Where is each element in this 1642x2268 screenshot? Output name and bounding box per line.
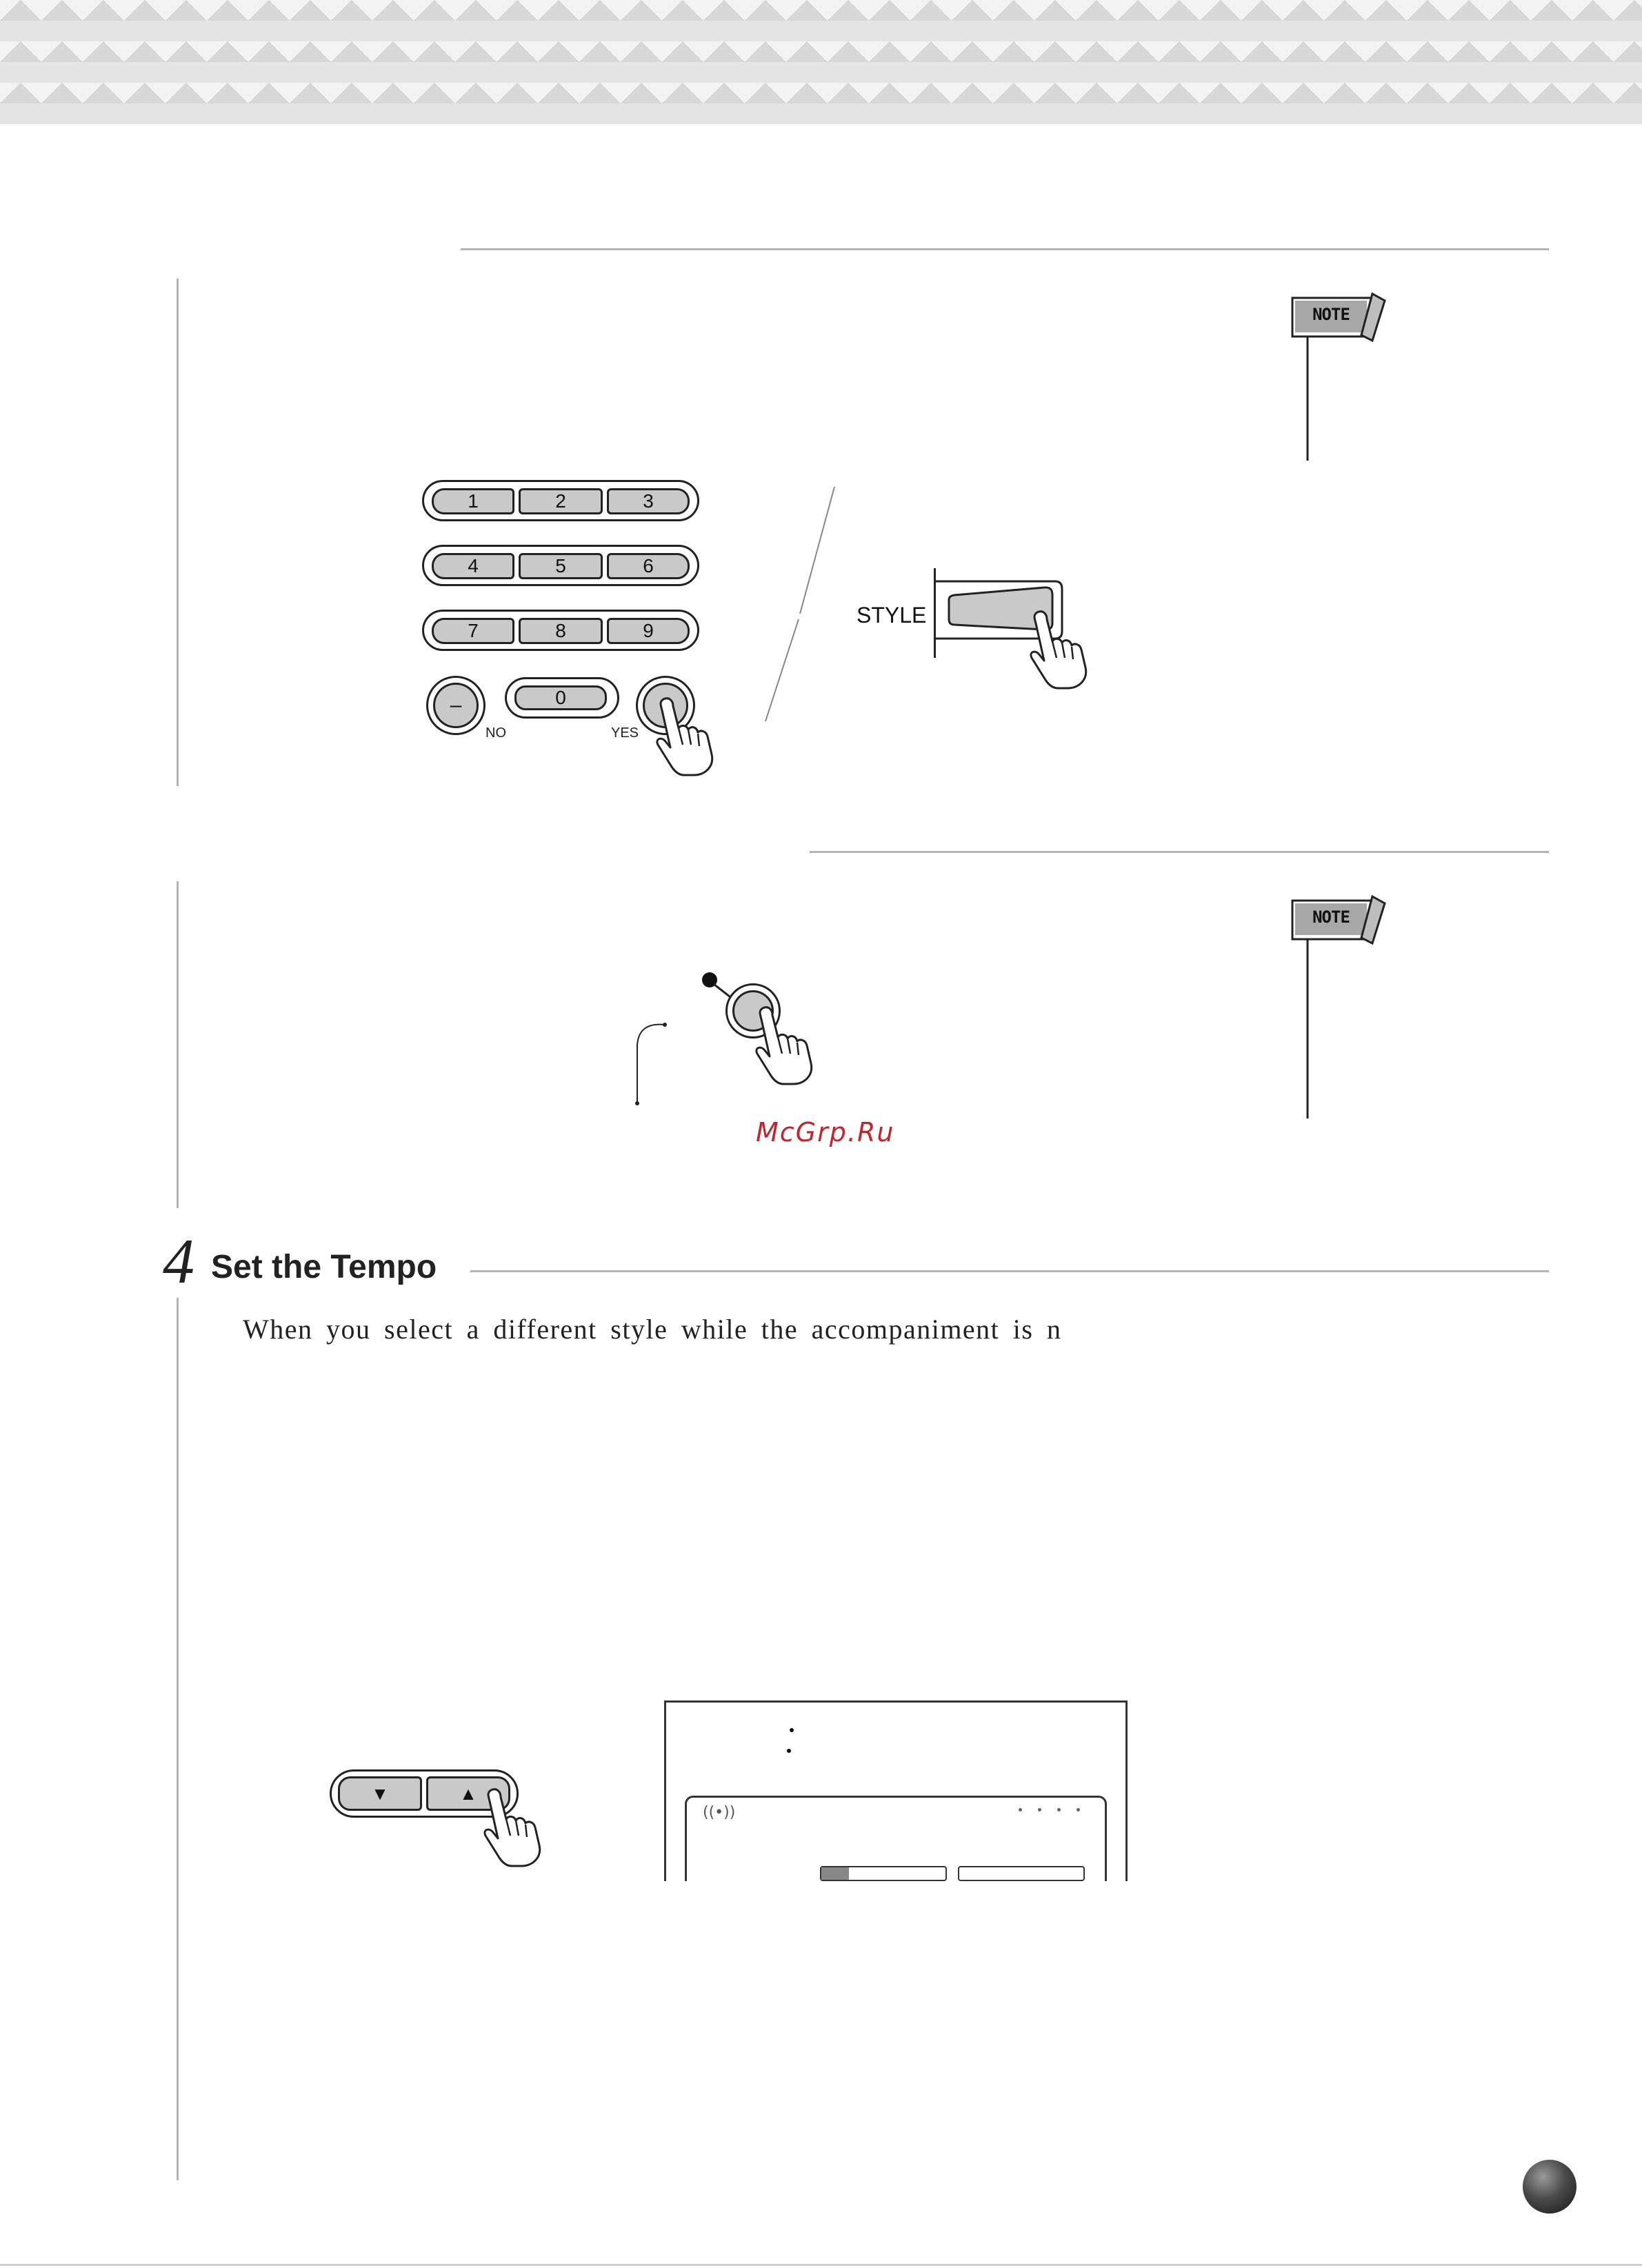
style-label: STYLE — [857, 603, 927, 628]
lcd-panel — [664, 1700, 1128, 1881]
lcd-dot — [790, 1728, 794, 1732]
section-rule-middle — [810, 851, 1549, 853]
lcd-dot-row — [1019, 1808, 1081, 1812]
key-2[interactable]: 2 — [519, 488, 603, 514]
hand-pointer-icon — [748, 1004, 817, 1087]
hand-pointer-icon — [1022, 608, 1091, 691]
key-4[interactable]: 4 — [432, 553, 514, 579]
no-button[interactable]: – — [433, 683, 479, 728]
diagonal-divider — [759, 483, 841, 724]
section-body: When you select a different style while the accompaniment is n — [243, 1314, 1062, 1345]
bottom-edge-rule — [0, 2264, 1642, 2266]
lcd-bar-fill — [821, 1867, 849, 1880]
style-panel — [852, 565, 1101, 690]
tempo-down-button[interactable]: ▼ — [338, 1776, 422, 1811]
tempo-buttons — [328, 1768, 549, 1865]
key-0[interactable]: 0 — [514, 685, 607, 710]
section-rule-top — [461, 248, 1549, 250]
key-5[interactable]: 5 — [519, 553, 603, 579]
lcd-bar-right — [958, 1866, 1085, 1881]
lcd-dot — [787, 1749, 791, 1753]
numeric-keypad — [422, 477, 725, 781]
lcd-bar-left — [820, 1866, 947, 1881]
hand-pointer-icon — [648, 695, 717, 778]
note-tab-1 — [1291, 291, 1394, 463]
key-3[interactable]: 3 — [607, 488, 690, 514]
key-8[interactable]: 8 — [519, 618, 603, 644]
note-label: NOTE — [1312, 907, 1350, 927]
margin-bar-3 — [177, 1298, 179, 2180]
section-heading: Set the Tempo — [211, 1249, 437, 1285]
hand-pointer-icon — [476, 1786, 545, 1869]
page-marker-icon — [1523, 2160, 1576, 2214]
key-7[interactable]: 7 — [432, 618, 514, 644]
margin-bar-1 — [177, 279, 179, 786]
note-icon — [1291, 894, 1394, 1121]
header-pattern-band — [0, 0, 1642, 124]
start-button-illustration — [621, 965, 814, 1124]
key-1[interactable]: 1 — [432, 488, 514, 514]
section-rule-step4 — [470, 1270, 1549, 1272]
step-number: 4 — [163, 1226, 194, 1296]
note-tab-2 — [1291, 894, 1394, 1121]
watermark-text: McGrp.Ru — [756, 1117, 895, 1147]
note-label: NOTE — [1312, 305, 1350, 324]
signal-icon: ((•)) — [703, 1804, 736, 1821]
margin-bar-2 — [177, 881, 179, 1208]
callout-line — [621, 1015, 676, 1112]
tempo-up-button[interactable]: ▲ — [426, 1776, 510, 1811]
yes-label: YES — [611, 725, 639, 741]
lamp-lead — [713, 983, 730, 998]
no-label: NO — [485, 725, 506, 741]
key-6[interactable]: 6 — [607, 553, 690, 579]
key-9[interactable]: 9 — [607, 618, 690, 644]
